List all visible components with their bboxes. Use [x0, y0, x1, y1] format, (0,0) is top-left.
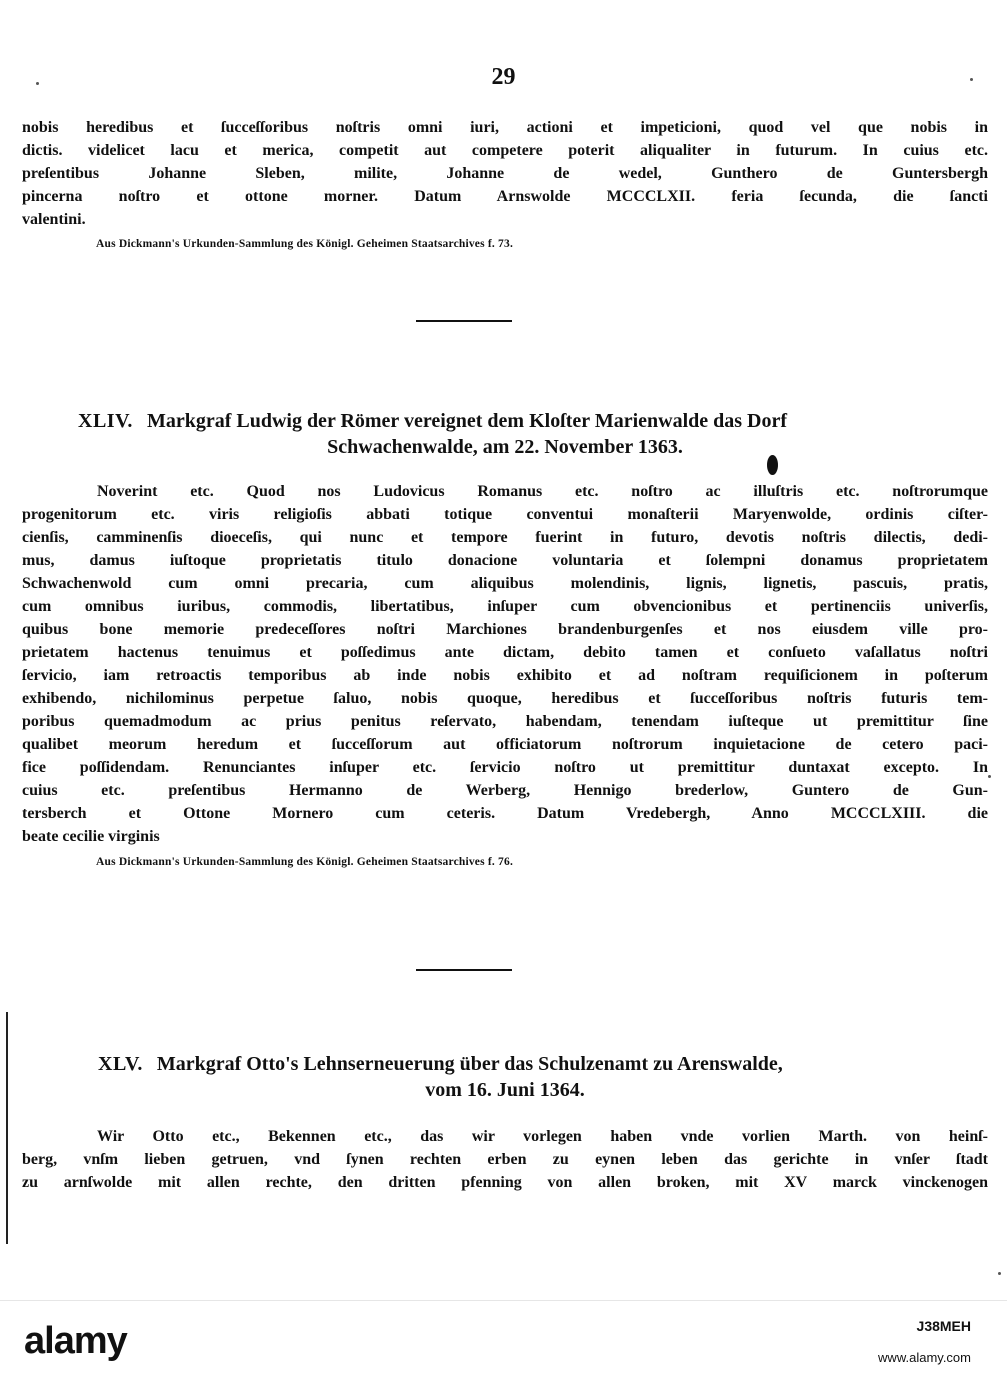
section-xlv-body — [22, 1125, 988, 1194]
text-line: preſentibus Johanne Sleben, milite, Johanne de wedel, Gunthero de Guntersbergh — [22, 165, 988, 182]
text-line: cuius etc. preſentibus Hermanno de Werberg, Hennigo brederlow, Guntero de Gun- — [22, 782, 988, 799]
text-line: fice poſſidendam. Renunciantes inſuper etc. ſervicio noſtro ut premittitur duntaxat excepto. In — [22, 759, 988, 776]
text-line: ſervicio, iam retroactis temporibus ab inde nobis exhibito et ad noſtram requiſicionem in poſterum — [22, 667, 988, 684]
text-line: exhibendo, nichilominus perpetue ſaluo, nobis quoque, heredibus et ſucceſſoribus noſtris futuris tem- — [22, 690, 988, 707]
watermark-band — [0, 1300, 1007, 1391]
section-title-line2: Schwachenwalde, am 22. November 1363. — [327, 436, 683, 458]
scan-margin-bar — [6, 1012, 8, 1244]
section-xliv-heading — [22, 408, 988, 460]
text-line: poribus quemadmodum ac prius penitus reſervato, habendam, tenendam iuſteque ut premittitur ſine — [22, 713, 988, 730]
text-line: valentini. — [22, 211, 86, 228]
image-id: J38MEH — [916, 1318, 971, 1334]
source-note: Aus Dickmann's Urkunden-Sammlung des Königl. Geheimen Staatsarchives f. 73. — [96, 238, 514, 250]
text-line: tersberch et Ottone Mornero cum ceteris. Datum Vredebergh, Anno MCCCLXIII. die — [22, 805, 988, 822]
text-line: Wir Otto etc., Bekennen etc., das wir vorlegen haben vnde vorlien Marth. von heinſ- — [97, 1128, 988, 1145]
text-line: mus, damus iuſtoque proprietatis titulo donacione voluntaria et ſolempni donamus proprietatem — [22, 552, 988, 569]
text-line: beate cecilie virginis — [22, 828, 160, 845]
text-line: cienſis, camminenſis dioeceſis, qui nunc et tempore fuerint in futuro, devotis noſtris dilectis, dedi- — [22, 529, 988, 546]
text-line: progenitorum etc. viris religioſis abbati totique conventui monaſterii Maryenwolde, ordinis ciſter- — [22, 506, 988, 523]
text-line: zu arnſwolde mit allen rechte, den dritten pfenning von allen broken, mit XV marck vinckenogen — [22, 1174, 988, 1191]
section-top-body — [22, 116, 988, 252]
scan-speck — [988, 775, 991, 778]
section-divider — [416, 320, 512, 322]
text-line: quibus bone memorie predeceſſores noſtri Marchiones brandenburgenſes et nos eiusdem ville pro- — [22, 621, 988, 638]
text-line: prietatem hactenus tenuimus et poſſedimus ante dictam, debito tamen et conſueto vaſallatus noſtri — [22, 644, 988, 661]
scan-speck — [36, 82, 39, 85]
section-number: XLV. — [98, 1053, 143, 1075]
section-title-line1: Markgraf Ludwig der Römer vereignet dem Kloſter Marienwalde das Dorf — [146, 410, 788, 432]
text-line: berg, vnſm lieben getruen, vnd ſynen rechten erben zu eynen leben das gerichte in vnſer ſtadt — [22, 1151, 988, 1168]
page-number: 29 — [491, 64, 516, 90]
section-xliv-body — [22, 480, 988, 870]
section-title-line1: Markgraf Otto's Lehnserneuerung über das Schulzenamt zu Arenswalde, — [156, 1053, 783, 1075]
scan-speck — [970, 78, 973, 81]
text-line: qualibet meorum heredum et ſucceſſorum aut officiatorum noſtrorum inquietacione de cetero paci- — [22, 736, 988, 753]
section-divider — [416, 969, 512, 971]
ink-blot — [767, 455, 778, 475]
text-line: dictis. videlicet lacu et merica, competit aut competere poterit aliqualiter in futurum. In cuius etc. — [22, 142, 988, 159]
text-line: nobis heredibus et ſucceſſoribus noſtris omni iuri, actioni et impeticioni, quod vel que nobis in — [22, 119, 988, 136]
section-title-line2: vom 16. Juni 1364. — [425, 1079, 585, 1101]
scan-speck — [998, 1272, 1001, 1275]
section-number: XLIV. — [78, 410, 133, 432]
watermark-url: www.alamy.com — [878, 1350, 971, 1365]
text-line: Noverint etc. Quod nos Ludovicus Romanus etc. noſtro ac illuſtris etc. noſtrorumque — [97, 483, 988, 500]
alamy-logo: alamy — [24, 1320, 127, 1362]
source-note: Aus Dickmann's Urkunden-Sammlung des Königl. Geheimen Staatsarchives f. 76. — [96, 856, 514, 868]
text-line: pincerna noſtro et ottone morner. Datum Arnswolde MCCCLXII. feria ſecunda, die ſancti — [22, 188, 988, 205]
text-line: Schwachenwold cum omni precaria, cum aliquibus molendinis, lignis, lignetis, pascuis, pratis, — [22, 575, 988, 592]
text-line: cum omnibus iuribus, commodis, libertatibus, inſuper cum obvencionibus et pertinenciis univerſis, — [22, 598, 988, 615]
section-xlv-heading — [22, 1051, 988, 1103]
